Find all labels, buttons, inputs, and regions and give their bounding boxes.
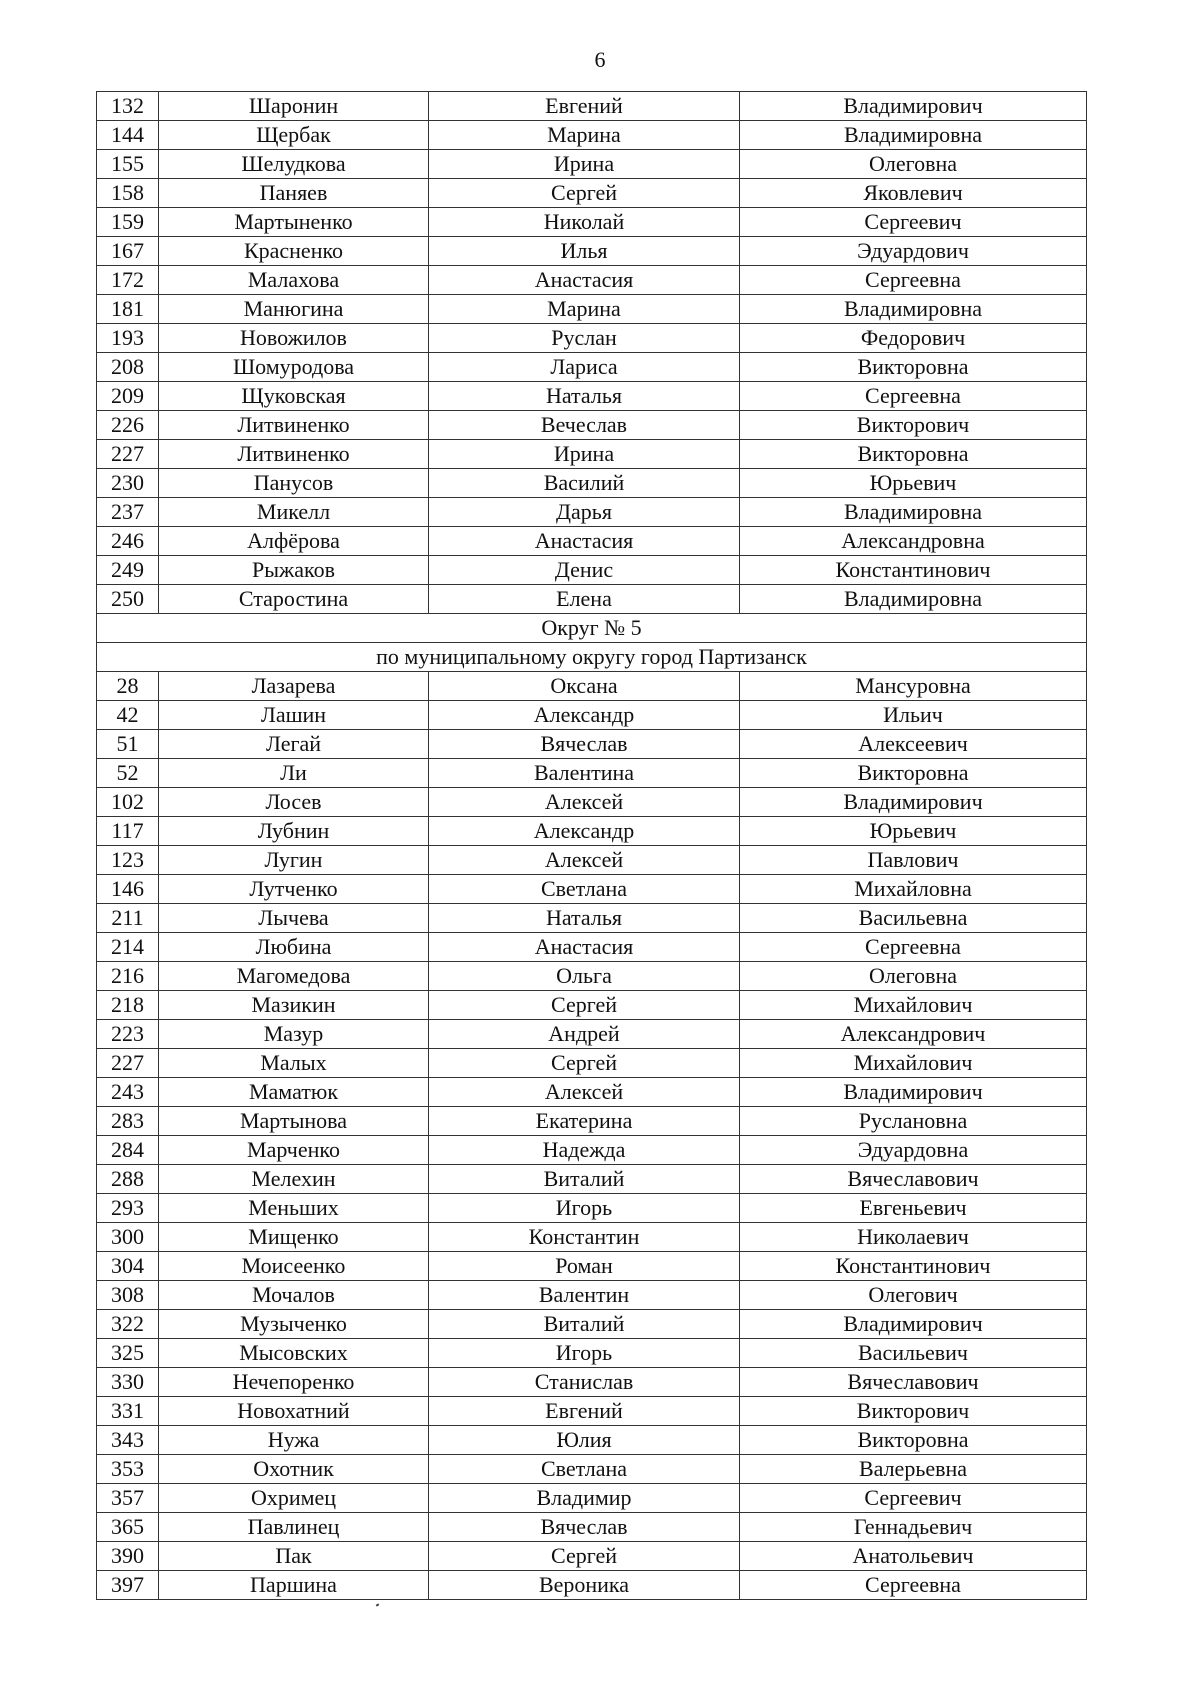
cell-last-name: Малых — [159, 1049, 429, 1078]
cell-patronymic: Владимировна — [740, 498, 1087, 527]
cell-last-name: Литвиненко — [159, 411, 429, 440]
cell-patronymic: Павлович — [740, 846, 1087, 875]
table-row — [97, 1107, 1087, 1136]
cell-last-name: Лугин — [159, 846, 429, 875]
table-row — [97, 1310, 1087, 1339]
cell-number: 331 — [97, 1397, 159, 1426]
cell-number: 227 — [97, 1049, 159, 1078]
cell-number: 293 — [97, 1194, 159, 1223]
table-row — [97, 1049, 1087, 1078]
table-row — [97, 1339, 1087, 1368]
cell-number: 146 — [97, 875, 159, 904]
cell-number: 390 — [97, 1542, 159, 1571]
cell-number: 181 — [97, 295, 159, 324]
cell-patronymic: Сергеевна — [740, 266, 1087, 295]
cell-number: 209 — [97, 382, 159, 411]
cell-last-name: Шаронин — [159, 92, 429, 121]
table-row — [97, 324, 1087, 353]
cell-number: 227 — [97, 440, 159, 469]
cell-last-name: Красненко — [159, 237, 429, 266]
cell-patronymic: Викторовна — [740, 759, 1087, 788]
cell-last-name: Паршина — [159, 1571, 429, 1600]
cell-patronymic: Владимирович — [740, 788, 1087, 817]
cell-patronymic: Николаевич — [740, 1223, 1087, 1252]
table-row — [97, 817, 1087, 846]
cell-patronymic: Вячеславович — [740, 1368, 1087, 1397]
table-row — [97, 1165, 1087, 1194]
table-row — [97, 1223, 1087, 1252]
cell-number: 288 — [97, 1165, 159, 1194]
cell-first-name: Анастасия — [429, 266, 740, 295]
cell-patronymic: Сергеевна — [740, 1571, 1087, 1600]
cell-number: 158 — [97, 179, 159, 208]
table-row — [97, 295, 1087, 324]
table-row — [97, 1252, 1087, 1281]
roster-table — [96, 91, 1087, 1600]
table-row — [97, 875, 1087, 904]
table-row — [97, 556, 1087, 585]
cell-number: 216 — [97, 962, 159, 991]
cell-patronymic: Мансуровна — [740, 672, 1087, 701]
table-row — [97, 498, 1087, 527]
cell-last-name: Старостина — [159, 585, 429, 614]
cell-patronymic: Владимирович — [740, 1310, 1087, 1339]
cell-last-name: Ли — [159, 759, 429, 788]
cell-number: 51 — [97, 730, 159, 759]
table-row — [97, 788, 1087, 817]
table-row — [97, 1136, 1087, 1165]
table-row — [97, 237, 1087, 266]
cell-first-name: Евгений — [429, 1397, 740, 1426]
table-row — [97, 1455, 1087, 1484]
cell-patronymic: Геннадьевич — [740, 1513, 1087, 1542]
cell-last-name: Мазикин — [159, 991, 429, 1020]
cell-last-name: Лазарева — [159, 672, 429, 701]
table-row — [97, 121, 1087, 150]
table-row — [97, 1194, 1087, 1223]
cell-number: 249 — [97, 556, 159, 585]
cell-last-name: Мысовских — [159, 1339, 429, 1368]
cell-patronymic: Юрьевич — [740, 469, 1087, 498]
cell-first-name: Анастасия — [429, 527, 740, 556]
cell-number: 28 — [97, 672, 159, 701]
cell-first-name: Владимир — [429, 1484, 740, 1513]
cell-last-name: Лосев — [159, 788, 429, 817]
cell-number: 325 — [97, 1339, 159, 1368]
table-row — [97, 1281, 1087, 1310]
cell-patronymic: Вячеславович — [740, 1165, 1087, 1194]
cell-number: 237 — [97, 498, 159, 527]
cell-last-name: Лутченко — [159, 875, 429, 904]
table-row — [97, 1078, 1087, 1107]
cell-patronymic: Михайлович — [740, 1049, 1087, 1078]
cell-first-name: Лариса — [429, 353, 740, 382]
table-row — [97, 1542, 1087, 1571]
district-title: Округ № 5 — [97, 614, 1087, 643]
cell-patronymic: Александрович — [740, 1020, 1087, 1049]
cell-first-name: Станислав — [429, 1368, 740, 1397]
cell-last-name: Паняев — [159, 179, 429, 208]
cell-number: 250 — [97, 585, 159, 614]
cell-number: 193 — [97, 324, 159, 353]
table-row — [97, 179, 1087, 208]
cell-first-name: Роман — [429, 1252, 740, 1281]
cell-patronymic: Яковлевич — [740, 179, 1087, 208]
table-row — [97, 208, 1087, 237]
cell-number: 246 — [97, 527, 159, 556]
cell-last-name: Щербак — [159, 121, 429, 150]
table-row — [97, 353, 1087, 382]
cell-last-name: Магомедова — [159, 962, 429, 991]
table-row — [97, 382, 1087, 411]
cell-first-name: Вячеслав — [429, 730, 740, 759]
cell-number: 123 — [97, 846, 159, 875]
cell-number: 365 — [97, 1513, 159, 1542]
cell-first-name: Виталий — [429, 1310, 740, 1339]
cell-first-name: Руслан — [429, 324, 740, 353]
cell-number: 300 — [97, 1223, 159, 1252]
table-row — [97, 1020, 1087, 1049]
cell-number: 208 — [97, 353, 159, 382]
cell-patronymic: Владимирович — [740, 1078, 1087, 1107]
cell-last-name: Маматюк — [159, 1078, 429, 1107]
cell-last-name: Меньших — [159, 1194, 429, 1223]
table-row — [97, 1571, 1087, 1600]
cell-number: 357 — [97, 1484, 159, 1513]
cell-patronymic: Юрьевич — [740, 817, 1087, 846]
cell-last-name: Лычева — [159, 904, 429, 933]
cell-last-name: Музыченко — [159, 1310, 429, 1339]
cell-first-name: Ирина — [429, 150, 740, 179]
cell-number: 102 — [97, 788, 159, 817]
cell-patronymic: Викторовна — [740, 353, 1087, 382]
cell-first-name: Евгений — [429, 92, 740, 121]
table-row — [97, 92, 1087, 121]
table-row — [97, 411, 1087, 440]
cell-last-name: Алфёрова — [159, 527, 429, 556]
cell-number: 167 — [97, 237, 159, 266]
cell-patronymic: Ильич — [740, 701, 1087, 730]
cell-patronymic: Сергеевна — [740, 382, 1087, 411]
cell-last-name: Павлинец — [159, 1513, 429, 1542]
cell-last-name: Охотник — [159, 1455, 429, 1484]
cell-first-name: Валентина — [429, 759, 740, 788]
cell-number: 226 — [97, 411, 159, 440]
cell-patronymic: Федорович — [740, 324, 1087, 353]
table-row — [97, 672, 1087, 701]
cell-number: 144 — [97, 121, 159, 150]
cell-patronymic: Олеговна — [740, 150, 1087, 179]
cell-last-name: Лашин — [159, 701, 429, 730]
cell-first-name: Николай — [429, 208, 740, 237]
table-row — [97, 962, 1087, 991]
table-row — [97, 846, 1087, 875]
cell-first-name: Вячеслав — [429, 1513, 740, 1542]
cell-first-name: Алексей — [429, 788, 740, 817]
cell-patronymic: Сергеевна — [740, 933, 1087, 962]
cell-first-name: Дарья — [429, 498, 740, 527]
cell-last-name: Новожилов — [159, 324, 429, 353]
cell-first-name: Светлана — [429, 875, 740, 904]
cell-first-name: Илья — [429, 237, 740, 266]
district-subtitle-row — [97, 643, 1087, 672]
cell-patronymic: Руслановна — [740, 1107, 1087, 1136]
cell-patronymic: Викторович — [740, 411, 1087, 440]
cell-number: 353 — [97, 1455, 159, 1484]
cell-patronymic: Васильевич — [740, 1339, 1087, 1368]
cell-first-name: Алексей — [429, 846, 740, 875]
cell-patronymic: Васильевна — [740, 904, 1087, 933]
cell-last-name: Новохатний — [159, 1397, 429, 1426]
cell-number: 172 — [97, 266, 159, 295]
cell-first-name: Андрей — [429, 1020, 740, 1049]
cell-last-name: Лубнин — [159, 817, 429, 846]
district-title-row — [97, 614, 1087, 643]
cell-patronymic: Анатольевич — [740, 1542, 1087, 1571]
cell-last-name: Мартынова — [159, 1107, 429, 1136]
district-subtitle: по муниципальному округу город Партизанск — [97, 643, 1087, 672]
cell-first-name: Денис — [429, 556, 740, 585]
cell-first-name: Виталий — [429, 1165, 740, 1194]
cell-first-name: Валентин — [429, 1281, 740, 1310]
cell-number: 132 — [97, 92, 159, 121]
table-row — [97, 701, 1087, 730]
cell-patronymic: Владимировна — [740, 585, 1087, 614]
cell-last-name: Щуковская — [159, 382, 429, 411]
page-number: 6 — [594, 47, 606, 72]
cell-number: 308 — [97, 1281, 159, 1310]
cell-first-name: Константин — [429, 1223, 740, 1252]
cell-number: 52 — [97, 759, 159, 788]
cell-first-name: Марина — [429, 295, 740, 324]
cell-first-name: Вероника — [429, 1571, 740, 1600]
cell-number: 211 — [97, 904, 159, 933]
cell-last-name: Пак — [159, 1542, 429, 1571]
cell-first-name: Алексей — [429, 1078, 740, 1107]
table-row — [97, 266, 1087, 295]
cell-patronymic: Михайловна — [740, 875, 1087, 904]
table-row — [97, 1484, 1087, 1513]
cell-patronymic: Викторович — [740, 1397, 1087, 1426]
roster-body — [97, 92, 1087, 1600]
table-row — [97, 1368, 1087, 1397]
cell-last-name: Нечепоренко — [159, 1368, 429, 1397]
cell-number: 117 — [97, 817, 159, 846]
cell-last-name: Рыжаков — [159, 556, 429, 585]
cell-last-name: Марченко — [159, 1136, 429, 1165]
cell-last-name: Моисеенко — [159, 1252, 429, 1281]
cell-patronymic: Константинович — [740, 556, 1087, 585]
cell-first-name: Ирина — [429, 440, 740, 469]
cell-last-name: Охримец — [159, 1484, 429, 1513]
cell-patronymic: Сергеевич — [740, 1484, 1087, 1513]
cell-number: 304 — [97, 1252, 159, 1281]
stray-mark — [376, 1603, 380, 1606]
cell-patronymic: Владимировна — [740, 295, 1087, 324]
cell-patronymic: Владимирович — [740, 92, 1087, 121]
cell-number: 230 — [97, 469, 159, 498]
cell-last-name: Мартыненко — [159, 208, 429, 237]
cell-first-name: Оксана — [429, 672, 740, 701]
cell-number: 284 — [97, 1136, 159, 1165]
cell-first-name: Василий — [429, 469, 740, 498]
cell-first-name: Игорь — [429, 1339, 740, 1368]
cell-first-name: Елена — [429, 585, 740, 614]
table-row — [97, 150, 1087, 179]
table-row — [97, 440, 1087, 469]
table-row — [97, 730, 1087, 759]
cell-patronymic: Константинович — [740, 1252, 1087, 1281]
cell-number: 243 — [97, 1078, 159, 1107]
table-row — [97, 1426, 1087, 1455]
cell-first-name: Анастасия — [429, 933, 740, 962]
cell-first-name: Сергей — [429, 1542, 740, 1571]
cell-last-name: Мочалов — [159, 1281, 429, 1310]
table-row — [97, 991, 1087, 1020]
cell-first-name: Надежда — [429, 1136, 740, 1165]
cell-number: 159 — [97, 208, 159, 237]
table-row — [97, 933, 1087, 962]
cell-patronymic: Эдуардович — [740, 237, 1087, 266]
cell-last-name: Панусов — [159, 469, 429, 498]
cell-last-name: Шелудкова — [159, 150, 429, 179]
cell-first-name: Сергей — [429, 1049, 740, 1078]
cell-number: 322 — [97, 1310, 159, 1339]
cell-last-name: Малахова — [159, 266, 429, 295]
cell-patronymic: Михайлович — [740, 991, 1087, 1020]
cell-patronymic: Олеговна — [740, 962, 1087, 991]
cell-last-name: Литвиненко — [159, 440, 429, 469]
table-row — [97, 585, 1087, 614]
cell-patronymic: Викторовна — [740, 440, 1087, 469]
cell-last-name: Легай — [159, 730, 429, 759]
cell-patronymic: Владимировна — [740, 121, 1087, 150]
table-row — [97, 759, 1087, 788]
cell-patronymic: Валерьевна — [740, 1455, 1087, 1484]
table-row — [97, 904, 1087, 933]
cell-first-name: Екатерина — [429, 1107, 740, 1136]
cell-last-name: Мазур — [159, 1020, 429, 1049]
table-row — [97, 469, 1087, 498]
cell-first-name: Сергей — [429, 179, 740, 208]
cell-last-name: Шомуродова — [159, 353, 429, 382]
cell-number: 343 — [97, 1426, 159, 1455]
cell-number: 155 — [97, 150, 159, 179]
cell-number: 330 — [97, 1368, 159, 1397]
cell-number: 283 — [97, 1107, 159, 1136]
cell-patronymic: Александровна — [740, 527, 1087, 556]
cell-last-name: Нужа — [159, 1426, 429, 1455]
table-row — [97, 1513, 1087, 1542]
cell-number: 42 — [97, 701, 159, 730]
cell-number: 223 — [97, 1020, 159, 1049]
cell-first-name: Вечеслав — [429, 411, 740, 440]
cell-number: 397 — [97, 1571, 159, 1600]
cell-last-name: Мелехин — [159, 1165, 429, 1194]
cell-patronymic: Олегович — [740, 1281, 1087, 1310]
cell-first-name: Наталья — [429, 904, 740, 933]
cell-last-name: Мищенко — [159, 1223, 429, 1252]
cell-number: 214 — [97, 933, 159, 962]
cell-patronymic: Алексеевич — [740, 730, 1087, 759]
cell-number: 218 — [97, 991, 159, 1020]
cell-last-name: Любина — [159, 933, 429, 962]
table-row — [97, 527, 1087, 556]
cell-last-name: Манюгина — [159, 295, 429, 324]
table-row — [97, 1397, 1087, 1426]
cell-first-name: Александр — [429, 701, 740, 730]
cell-first-name: Александр — [429, 817, 740, 846]
cell-patronymic: Викторовна — [740, 1426, 1087, 1455]
cell-first-name: Сергей — [429, 991, 740, 1020]
cell-first-name: Игорь — [429, 1194, 740, 1223]
cell-patronymic: Эдуардовна — [740, 1136, 1087, 1165]
cell-first-name: Ольга — [429, 962, 740, 991]
cell-first-name: Марина — [429, 121, 740, 150]
cell-last-name: Микелл — [159, 498, 429, 527]
cell-first-name: Наталья — [429, 382, 740, 411]
cell-first-name: Светлана — [429, 1455, 740, 1484]
cell-patronymic: Сергеевич — [740, 208, 1087, 237]
cell-first-name: Юлия — [429, 1426, 740, 1455]
cell-patronymic: Евгеньевич — [740, 1194, 1087, 1223]
